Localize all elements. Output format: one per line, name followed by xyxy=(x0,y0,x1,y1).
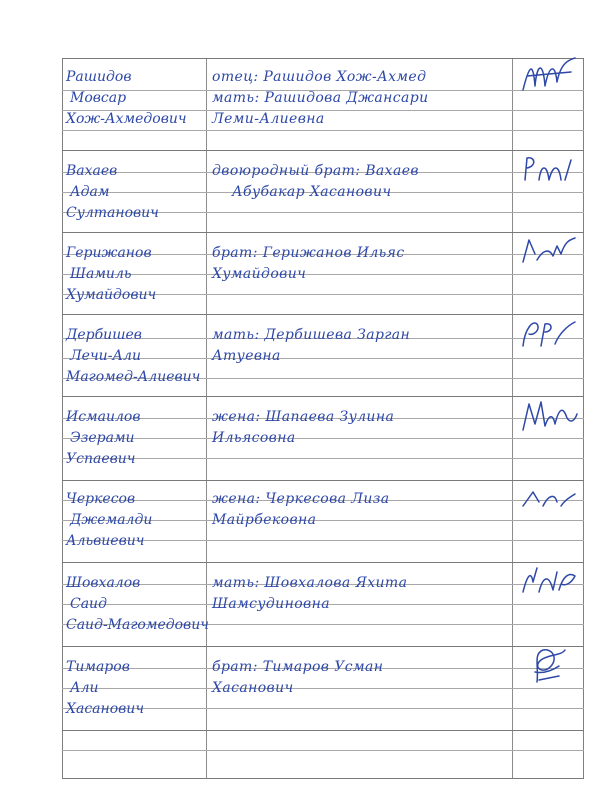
section-separator-line xyxy=(62,396,584,397)
person-name-line: Саид-Магомедович xyxy=(66,617,209,633)
person-name-line: Эзерами xyxy=(70,430,135,446)
ruled-line xyxy=(62,458,584,459)
relative-info-line: Шамсудиновна xyxy=(212,596,330,612)
ruled-line xyxy=(62,274,584,275)
person-name-line: Хумайдович xyxy=(66,287,157,303)
person-name-line: Успаевич xyxy=(66,451,136,467)
person-name-line: Исмаилов xyxy=(66,409,141,425)
relative-info-line: брат: Тимаров Усман xyxy=(212,659,384,675)
person-name-line: Саид xyxy=(70,596,107,612)
section-separator-line xyxy=(62,58,584,59)
person-name-line: Лечи-Али xyxy=(70,348,141,364)
signature-icon xyxy=(518,562,580,602)
person-name-line: Хож-Ахмедович xyxy=(66,111,187,127)
relative-info-line: жена: Черкесова Лиза xyxy=(212,491,390,507)
signature-icon xyxy=(518,314,580,354)
ruled-line xyxy=(62,750,584,751)
signature-icon xyxy=(518,646,580,686)
person-name-line: Шамиль xyxy=(70,266,132,282)
relative-info-line: Хасанович xyxy=(212,680,294,696)
signature-icon xyxy=(518,232,580,272)
section-separator-line xyxy=(62,562,584,563)
signature-icon xyxy=(518,478,580,518)
person-name-line: Дербишев xyxy=(66,327,142,343)
person-name-line: Мовсар xyxy=(70,90,127,106)
ruled-line xyxy=(62,438,584,439)
person-name-line: Джемалди xyxy=(70,512,153,528)
ruled-line xyxy=(62,130,584,131)
section-separator-line xyxy=(62,314,584,315)
person-name-line: Али xyxy=(70,680,99,696)
relative-info-line: жена: Шапаева Зулина xyxy=(212,409,395,425)
section-separator-line xyxy=(62,730,584,731)
ruled-line xyxy=(62,688,584,689)
person-name-line: Черкесов xyxy=(66,491,136,507)
person-name-line: Герижанов xyxy=(66,245,152,261)
relative-info-line: мать: Рашидова Джансари xyxy=(212,90,429,106)
relative-info-line: отец: Рашидов Хож-Ахмед xyxy=(212,69,427,85)
relative-info-line: Майрбековна xyxy=(212,512,317,528)
signature-icon xyxy=(518,150,580,190)
person-name-line: Тимаров xyxy=(66,659,130,675)
relative-info-line: Ильясовна xyxy=(212,430,296,446)
signature-icon xyxy=(518,56,580,96)
relative-info-line: Атуевна xyxy=(212,348,281,364)
person-name-line: Адам xyxy=(70,184,110,200)
person-name-line: Шовхалов xyxy=(66,575,141,591)
relative-info-line: двоюродный брат: Вахаев xyxy=(212,163,419,179)
relative-info-line: брат: Герижанов Ильяс xyxy=(212,245,405,261)
person-name-line: Альвиевич xyxy=(66,533,145,549)
relative-info-line: мать: Дербишева Зарган xyxy=(212,327,411,343)
section-separator-line xyxy=(62,150,584,151)
relative-info-line: Хумайдович xyxy=(212,266,307,282)
section-separator-line xyxy=(62,480,584,481)
person-name-line: Султанович xyxy=(66,205,159,221)
section-separator-line xyxy=(62,232,584,233)
section-separator-line xyxy=(62,778,584,779)
person-name-line: Хасанович xyxy=(66,701,145,717)
relative-info-line: мать: Шовхалова Яхита xyxy=(212,575,408,591)
person-name-line: Рашидов xyxy=(66,69,132,85)
section-separator-line xyxy=(62,646,584,647)
relative-info-line: Леми-Алиевна xyxy=(212,111,325,127)
person-name-line: Вахаев xyxy=(66,163,118,179)
relative-info-line: Абубакар Хасанович xyxy=(232,184,392,200)
signature-icon xyxy=(518,396,580,436)
person-name-line: Магомед-Алиевич xyxy=(66,369,201,385)
